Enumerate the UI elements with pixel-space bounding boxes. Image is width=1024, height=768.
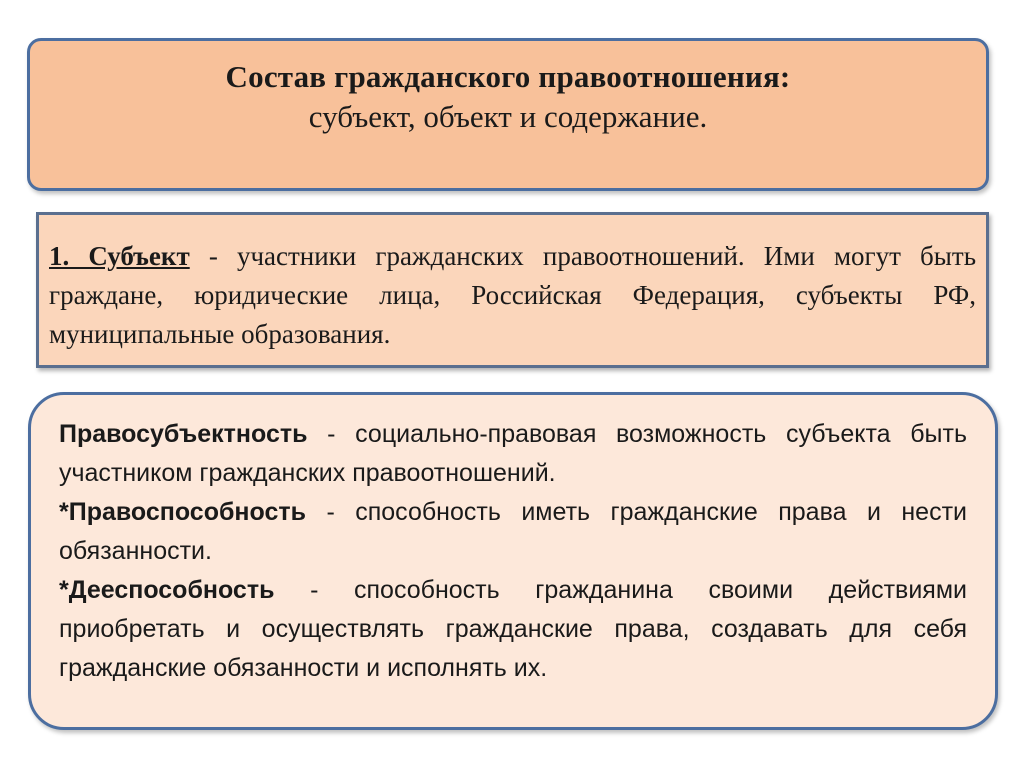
- definition-text: - способность иметь гражданские права и нести обязанности.: [59, 498, 967, 565]
- title-heading: Состав гражданского правоотношения:: [225, 59, 791, 94]
- subject-box: [36, 212, 989, 368]
- title-box: [27, 38, 989, 191]
- definition-term: *Правоспособность: [59, 498, 306, 526]
- definition-active-capacity: [59, 571, 967, 688]
- definition-term: *Дееспособность: [59, 576, 275, 604]
- definition-legal-capacity: [59, 493, 967, 571]
- definition-text: - социально-правовая возможность субъекта быть участником гражданских правоотношений.: [59, 420, 967, 487]
- definition-legal-personality: [59, 415, 967, 493]
- title-subheading: субъект, объект и содержание.: [308, 99, 708, 134]
- subject-term: 1. Субъект: [49, 241, 190, 271]
- subject-description: - участники гражданских правоотношений. Ими могут быть граждане, юридические лица, Российская Федерация, субъекты РФ, муниципальные образования.: [49, 241, 977, 349]
- definition-term: Правосубъектность: [59, 420, 308, 448]
- subject-paragraph: [49, 237, 976, 354]
- definition-text: - способность гражданина своими действиями приобретать и осуществлять гражданские права, создавать для себя гражданские обязанности и исполнять их.: [59, 576, 967, 682]
- definitions-box: [28, 392, 998, 730]
